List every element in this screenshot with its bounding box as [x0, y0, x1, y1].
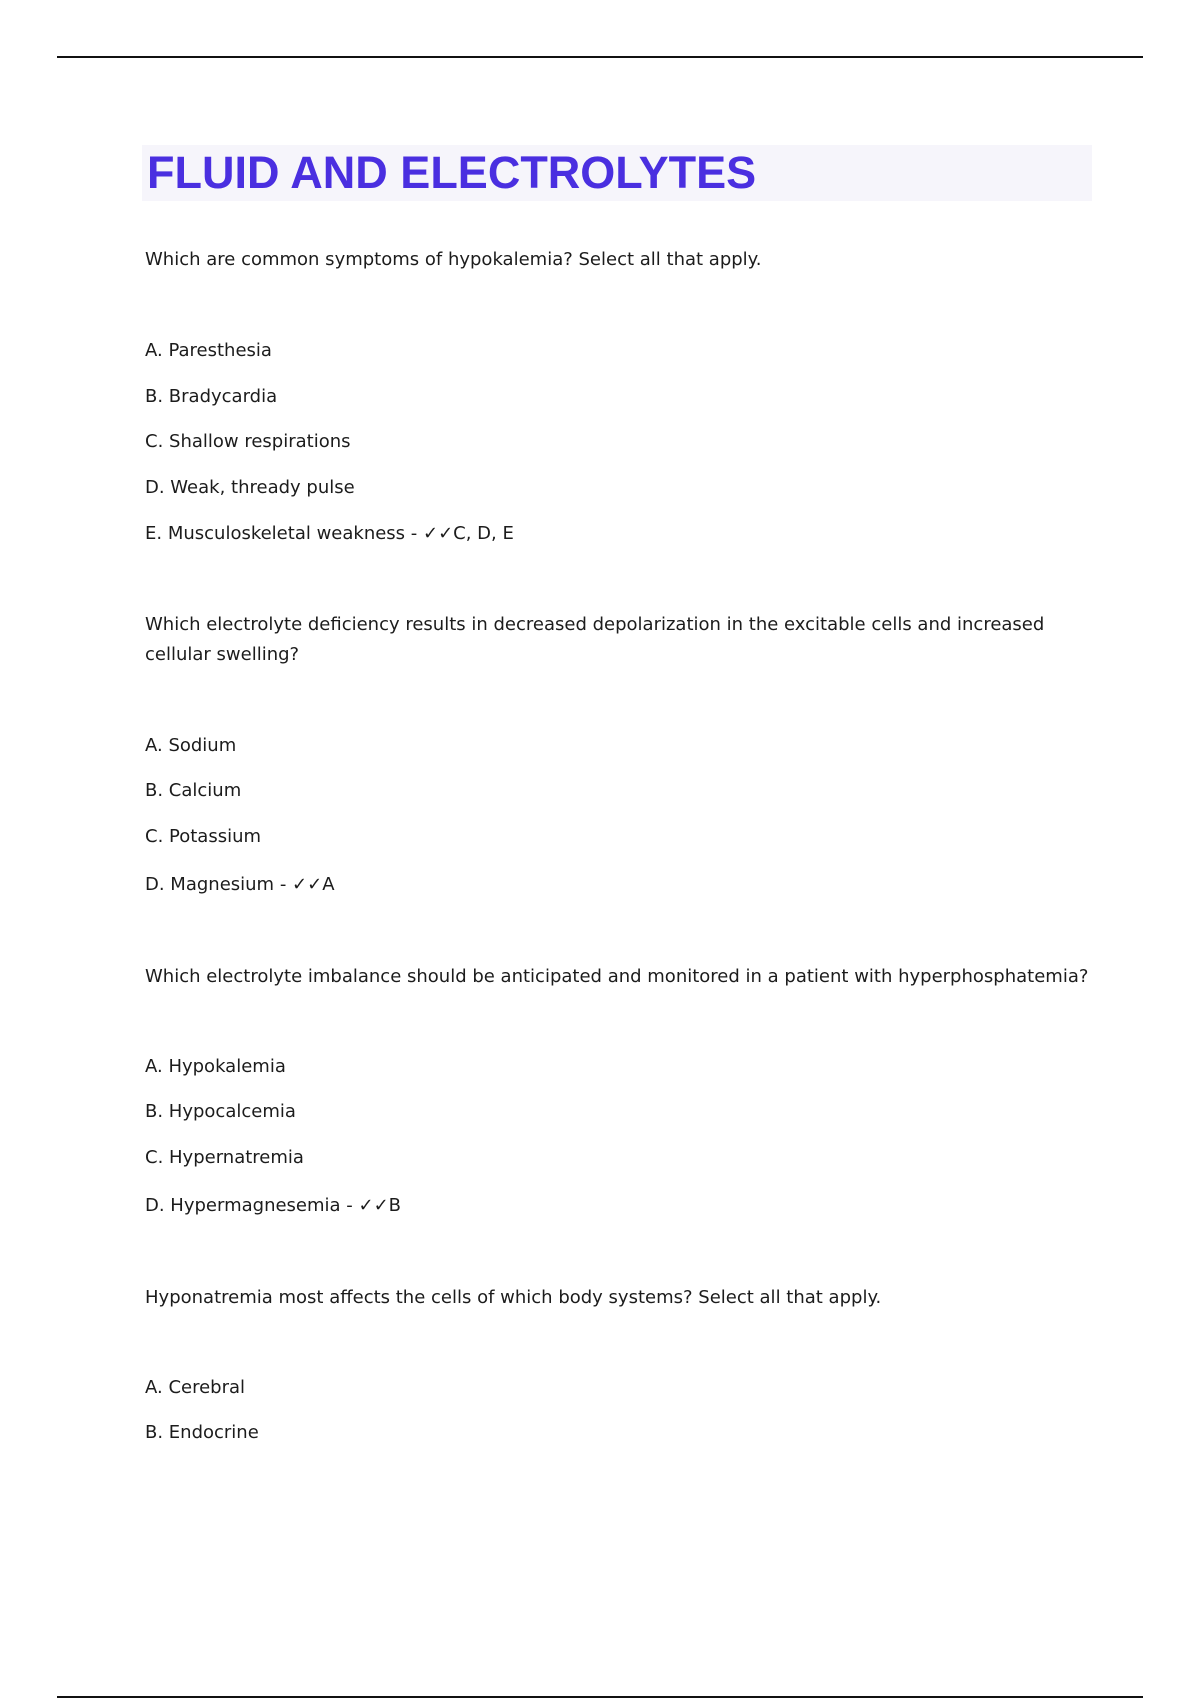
question-1-option-d: D. Weak, thready pulse — [145, 477, 355, 498]
question-3-option-b: B. Hypocalcemia — [145, 1101, 296, 1122]
question-2-option-b: B. Calcium — [145, 780, 242, 801]
question-1-option-a: A. Paresthesia — [145, 340, 272, 361]
question-1-option-b: B. Bradycardia — [145, 386, 278, 407]
question-3-option-c: C. Hypernatremia — [145, 1147, 304, 1168]
question-1-text: Which are common symptoms of hypokalemia? Select all that apply. — [145, 249, 762, 270]
question-2-text: Which electrolyte deficiency results in decreased depolarization in the excitable cells and increased cellular swelling? — [145, 614, 1045, 665]
footer-rule — [57, 1696, 1143, 1698]
question-4-option-b: B. Endocrine — [145, 1422, 259, 1443]
question-2-option-d-answer: D. Magnesium - ✓✓A — [145, 874, 335, 895]
question-4-option-a: A. Cerebral — [145, 1377, 246, 1398]
question-3-option-d-answer: D. Hypermagnesemia - ✓✓B — [145, 1195, 402, 1216]
question-1-option-c: C. Shallow respirations — [145, 431, 351, 452]
header-rule — [57, 56, 1143, 58]
document-title: FLUID AND ELECTROLYTES — [147, 147, 757, 198]
question-2-option-c: C. Potassium — [145, 826, 262, 847]
question-2-option-a: A. Sodium — [145, 735, 237, 756]
question-4-text: Hyponatremia most affects the cells of which body systems? Select all that apply. — [145, 1287, 882, 1308]
question-3-option-a: A. Hypokalemia — [145, 1056, 286, 1077]
question-3-text: Which electrolyte imbalance should be anticipated and monitored in a patient with hyperphosphatemia? — [145, 966, 1089, 987]
question-1-option-e-answer: E. Musculoskeletal weakness - ✓✓C, D, E — [145, 523, 514, 544]
